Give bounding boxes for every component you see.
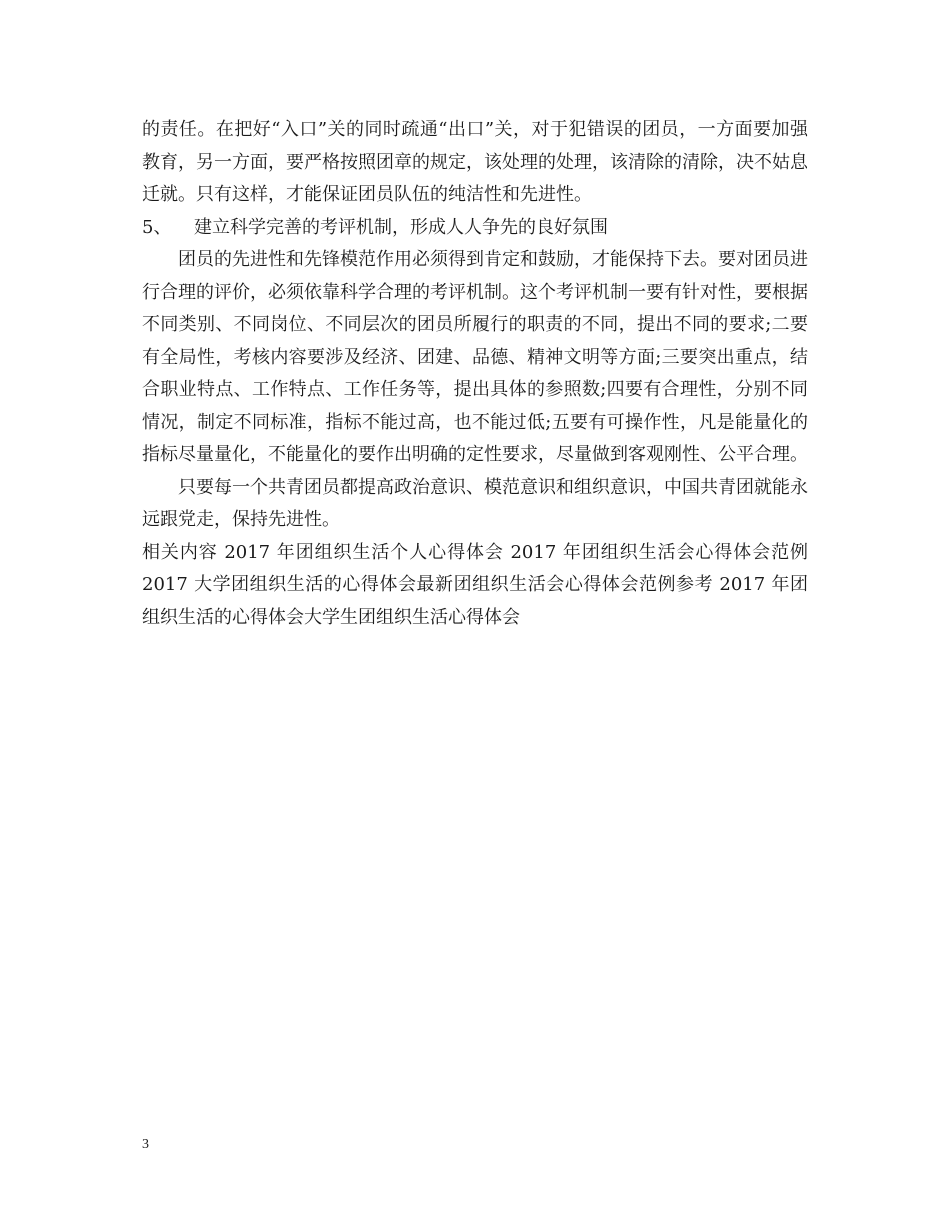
related-content: 相关内容 2017 年团组织生活个人心得体会 2017 年团组织生活会心得体会范例 2017 大学团组织生活的心得体会最新团组织生活会心得体会范例参考 2017 年团组织生活的心得体会大学生团组织生活心得体会 [142,541,808,628]
section-heading [142,212,808,245]
document-body [142,114,808,634]
paragraph-evaluation: 团员的先进性和先锋模范作用必须得到肯定和鼓励，才能保持下去。要对团员进行合理的评价，必须依靠科学合理的考评机制。这个考评机制一要有针对性，要根据不同类别、不同岗位、不同层次的团员所履行的职责的不同，提出不同的要求;二要有全局性，考核内容要涉及经济、团建、品德、精神文明等方面;三要突出重点，结合职业特点、工作特点、工作任务等，提出具体的参照数;四要有合理性，分别不同情况，制定不同标准，指标不能过高，也不能过低;五要有可操作性，凡是能量化的指标尽量量化，不能量化的要作出明确的定性要求，尽量做到客观刚性、公平合理。 [142,249,808,465]
page-number: 3 [142,1137,149,1152]
paragraph-continuation: 的责任。在把好“入口”关的同时疏通“出口”关，对于犯错误的团员，一方面要加强教育，另一方面，要严格按照团章的规定，该处理的处理，该清除的清除，决不姑息迁就。只有这样，才能保证团员队伍的纯洁性和先进性。 [142,119,808,205]
section-title: 建立科学完善的考评机制，形成人人争先的良好氛围 [194,216,608,238]
section-number: 5、 [142,216,172,238]
paragraph-conclusion: 只要每一个共青团员都提高政治意识、模范意识和组织意识，中国共青团就能永远跟党走，保持先进性。 [142,476,808,530]
